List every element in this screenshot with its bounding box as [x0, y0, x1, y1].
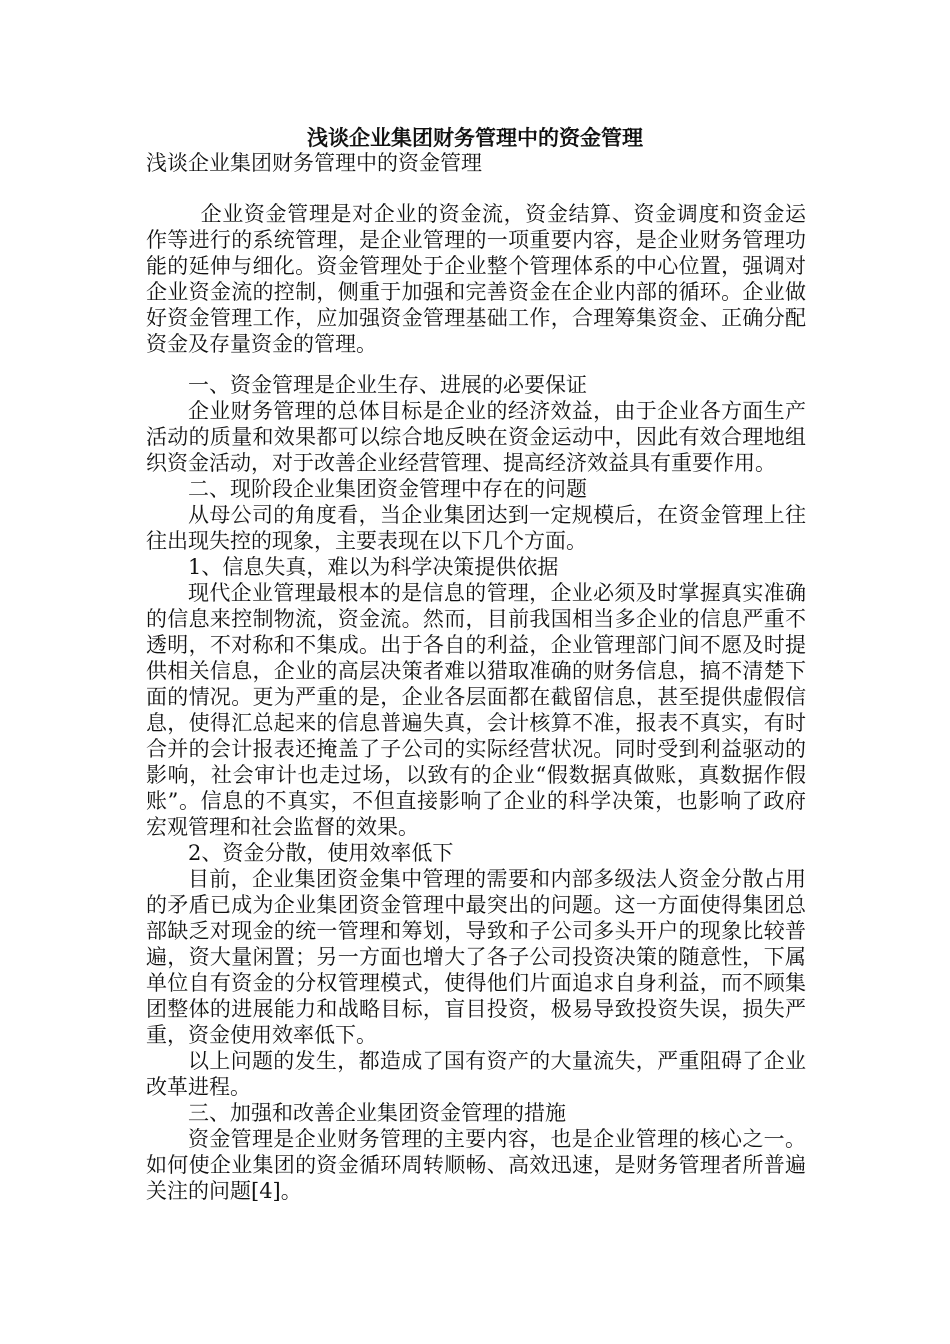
section-2-sub-1-paragraph: 现代企业管理最根本的是信息的管理，企业必须及时掌握真实准确的信息来控制物流，资金流。然而，目前我国相当多企业的信息严重不透明，不对称和不集成。出于各自的利益，企业管理部门间不愿及时提供相关信息，企业的高层决策者难以猎取准确的财务信息，搞不清楚下面的情况。更为严重的是，企业各层面都在截留信息，甚至提供虚假信息，使得汇总起来的信息普遍失真，会计核算不准，报表不真实，有时合并的会计报表还掩盖了子公司的实际经营状况。同时受到利益驱动的影响，社会审计也走过场，以致有的企业“假数据真做账，真数据作假账”。信息的不真实，不但直接影响了企业的科学决策，也影响了政府宏观管理和社会监督的效果。: [146, 581, 806, 839]
section-3-paragraph: 资金管理是企业财务管理的主要内容，也是企业管理的核心之一。如何使企业集团的资金循环周转顺畅、高效迅速，是财务管理者所普遍关注的问题[4]。: [146, 1127, 806, 1203]
section-1-heading: 一、资金管理是企业生存、进展的必要保证: [188, 373, 587, 397]
section-2-heading: 二、现阶段企业集团资金管理中存在的问题: [188, 477, 587, 501]
document-subtitle: 浅谈企业集团财务管理中的资金管理: [146, 151, 482, 175]
section-1-paragraph: 企业财务管理的总体目标是企业的经济效益，由于企业各方面生产活动的质量和效果都可以综合地反映在资金运动中，因此有效合理地组织资金活动，对于改善企业经营管理、提高经济效益具有重要作用。: [146, 399, 806, 475]
section-2-sub-2-paragraph: 目前，企业集团资金集中管理的需要和内部多级法人资金分散占用的矛盾已成为企业集团资金管理中最突出的问题。这一方面使得集团总部缺乏对现金的统一管理和筹划，导致和子公司多头开户的现象比较普遍，资大量闲置；另一方面也增大了各子公司投资决策的随意性，下属单位自有资金的分权管理模式，使得他们片面追求自身利益，而不顾集团整体的进展能力和战略目标，盲目投资，极易导致投资失误，损失严重，资金使用效率低下。: [146, 867, 806, 1047]
section-2-subheading-1: 1、信息失真，难以为科学决策提供依据: [188, 555, 559, 579]
intro-block: [146, 201, 806, 357]
section-2-subheading-2: 2、资金分散，使用效率低下: [188, 841, 454, 865]
section-2-closing-paragraph: 以上问题的发生，都造成了国有资产的大量流失，严重阻碍了企业改革进程。: [146, 1049, 806, 1099]
intro-paragraph: 企业资金管理是对企业的资金流，资金结算、资金调度和资金运作等进行的系统管理，是企业管理的一项重要内容，是企业财务管理功能的延伸与细化。资金管理处于企业整个管理体系的中心位置，强调对企业资金流的控制，侧重于加强和完善资金在企业内部的循环。企业做好资金管理工作，应加强资金管理基础工作，合理筹集资金、正确分配资金及存量资金的管理。: [146, 202, 806, 356]
main-body: [146, 372, 806, 1204]
document-title: 浅谈企业集团财务管理中的资金管理: [307, 125, 643, 150]
section-3-heading: 三、加强和改善企业集团资金管理的措施: [188, 1101, 566, 1125]
section-2-paragraph: 从母公司的角度看，当企业集团达到一定规模后，在资金管理上往往出现失控的现象，主要表现在以下几个方面。: [146, 503, 806, 553]
